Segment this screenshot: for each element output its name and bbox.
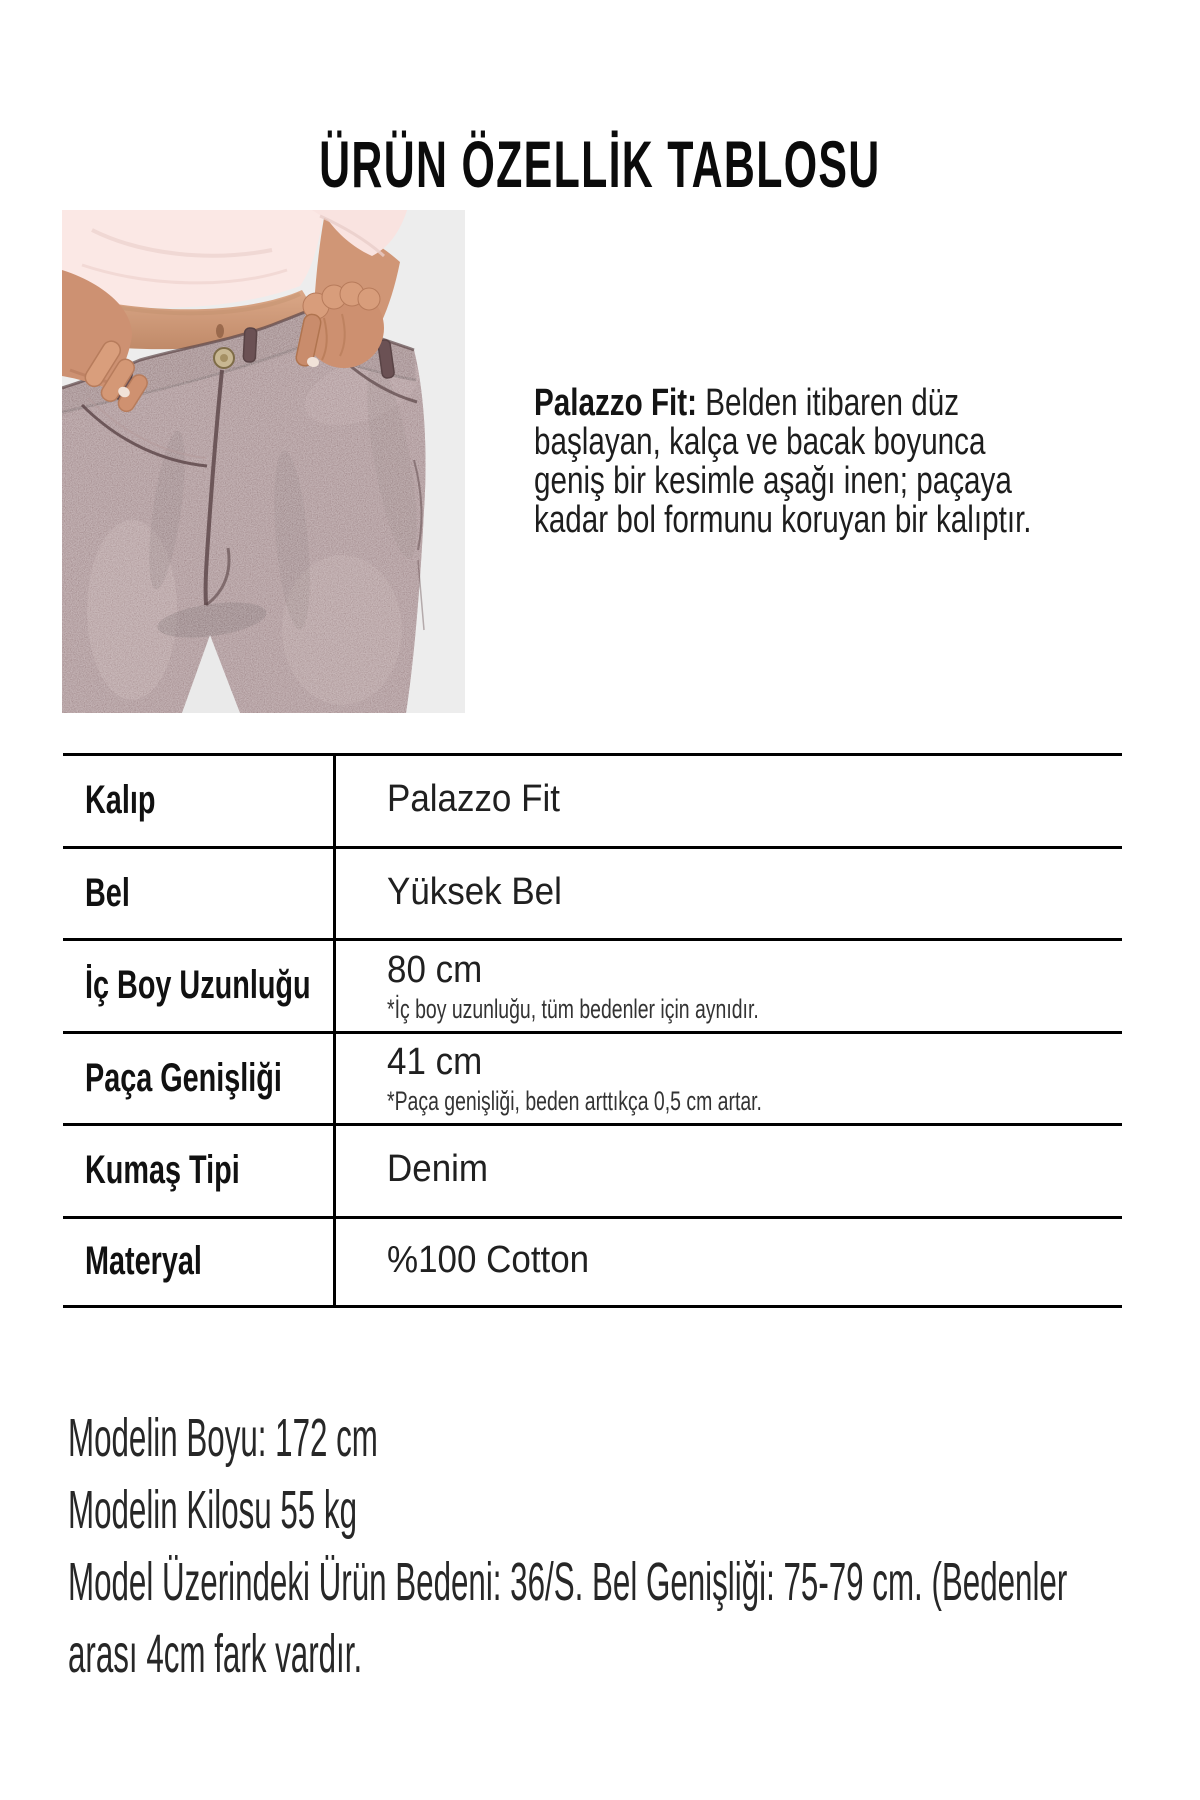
table-row (63, 753, 1122, 846)
row-value: %100 Cotton (387, 1239, 590, 1282)
row-value: Yüksek Bel (387, 870, 562, 913)
description-line: başlayan, kalça ve bacak boyunca (534, 421, 986, 463)
product-description (534, 384, 1172, 540)
footer-line: Model Üzerindeki Ürün Bedeni: 36/S. Bel Genişliği: 75-79 cm. (Bedenler (68, 1552, 1068, 1612)
model-info-notes (68, 1402, 1200, 1690)
footer-line: Modelin Boyu: 172 cm (68, 1408, 378, 1468)
table-row (63, 846, 1122, 939)
row-label: Kalıp (85, 778, 156, 823)
description-line: geniş bir kesimle aşağı inen; paçaya (534, 460, 1012, 502)
row-label: Kumaş Tipi (85, 1148, 240, 1193)
table-row (63, 1031, 1122, 1124)
row-value: Palazzo Fit (387, 778, 560, 821)
description-line: kadar bol formunu koruyan bir kalıptır. (534, 499, 1032, 541)
row-label: İç Boy Uzunluğu (85, 963, 311, 1008)
jeans-photo-illustration (62, 210, 465, 713)
page-title: ÜRÜN ÖZELLİK TABLOSU (319, 127, 881, 201)
footer-line: arası 4cm fark vardır. (68, 1624, 363, 1684)
row-label: Bel (85, 870, 130, 915)
row-label: Paça Genişliği (85, 1055, 282, 1100)
product-photo (62, 210, 465, 713)
row-value: Denim (387, 1148, 489, 1191)
table-row (63, 938, 1122, 1031)
row-value: 80 cm *İç boy uzunluğu, tüm bedenler için aynıdır. (333, 941, 1122, 1031)
description-lead: Palazzo Fit: (534, 382, 698, 424)
row-label: Materyal (85, 1239, 202, 1284)
table-row (63, 1123, 1122, 1216)
table-row (63, 1216, 1122, 1309)
footer-line: Modelin Kilosu 55 kg (68, 1480, 358, 1540)
row-note: *İç boy uzunluğu, tüm bedenler için aynıdır. (387, 993, 759, 1024)
row-value: 41 cm *Paça genişliği, beden arttıkça 0,5 cm artar. (333, 1034, 1122, 1124)
description-line: Palazzo Fit: Belden itibaren düz (534, 382, 960, 424)
row-note: *Paça genişliği, beden arttıkça 0,5 cm artar. (387, 1086, 762, 1117)
spec-table (63, 753, 1122, 1308)
